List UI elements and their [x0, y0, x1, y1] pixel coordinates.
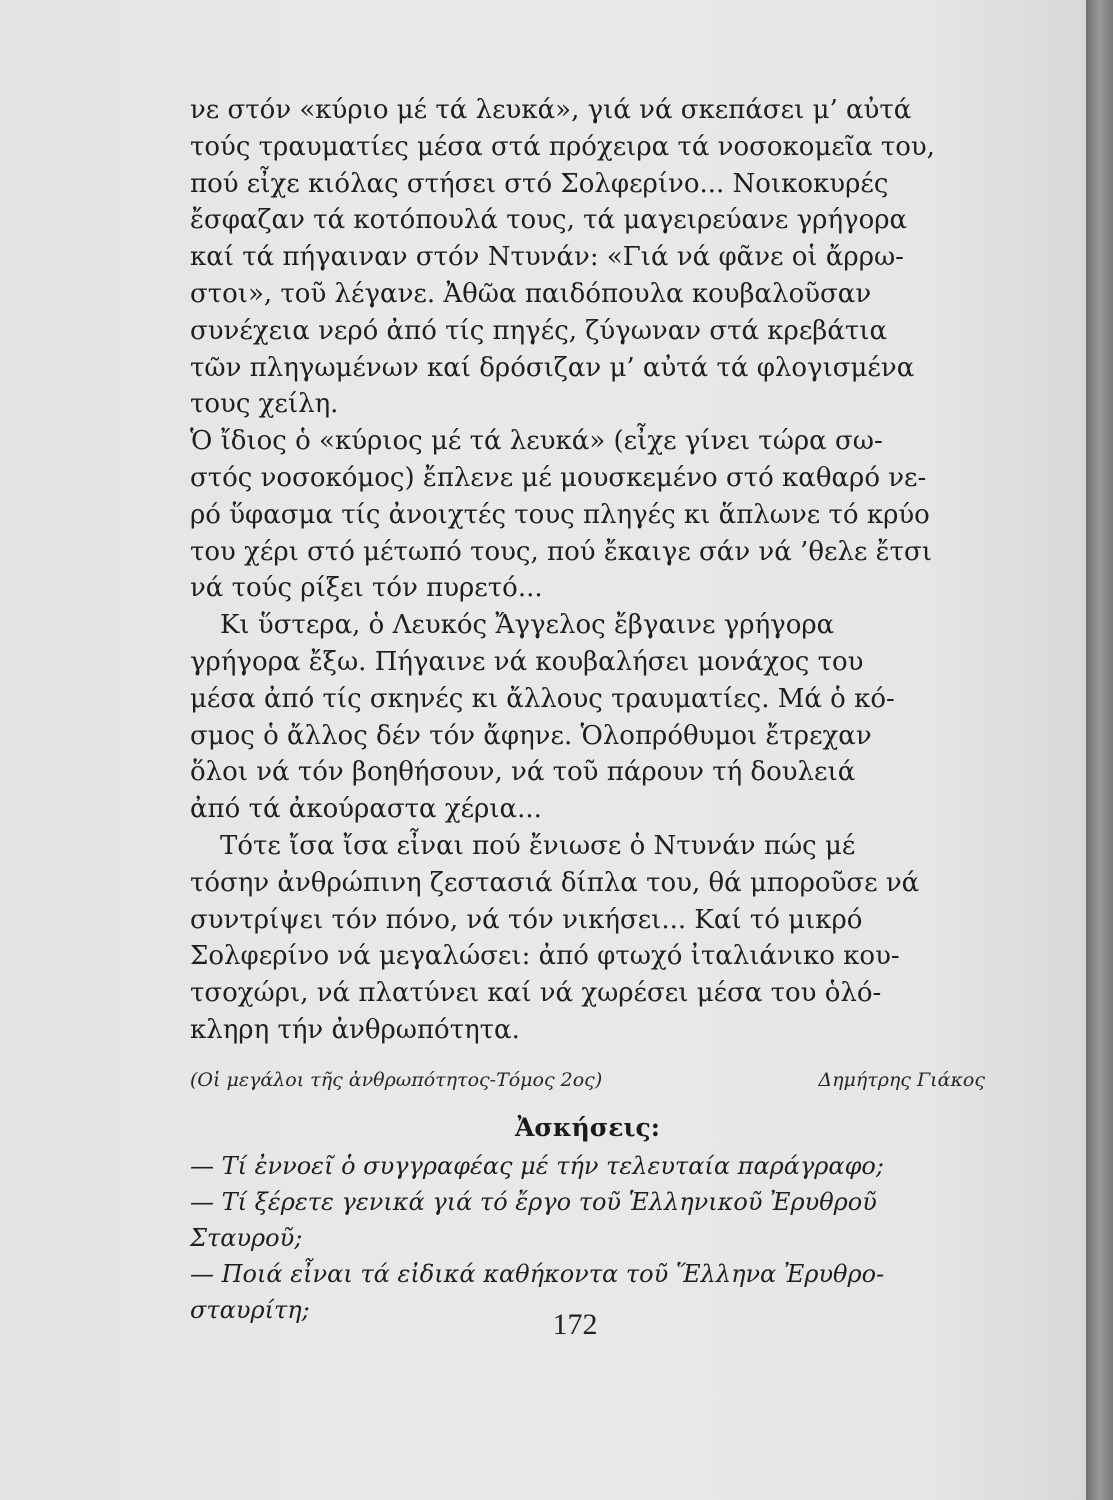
- text-line: συνέχεια νερό ἀπό τίς πηγές, ζύγωναν στά κρεβάτια: [190, 315, 888, 346]
- text-line: του χέρι στό μέτωπό τους, πού ἔκαιγε σάν νά ’θελε ἔτσι: [190, 536, 932, 567]
- book-gutter: [1086, 0, 1113, 1500]
- source-title: (Οἱ μεγάλοι τῆς ἀνθρωπότητος-Τόμος 2ος): [190, 1068, 603, 1091]
- text-line: Κι ὕστερα, ὁ Λευκός Ἄγγελος ἔβγαινε γρήγορα: [220, 610, 835, 641]
- text-line: πού εἶχε κιόλας στήσει στό Σολφερίνο... Νοικοκυρές: [190, 168, 889, 199]
- text-line: Σολφερίνο νά μεγαλώσει: ἀπό φτωχό ἰταλιάνικο κου-: [190, 941, 900, 972]
- exercise-list: [190, 1148, 985, 1328]
- text-line: Ὁ ἴδιος ὁ «κύριος μέ τά λευκά» (εἶχε γίνει τώρα σω-: [190, 426, 883, 457]
- exercise-line: — Τί ξέρετε γενικά γιά τό ἔργο τοῦ Ἑλληνικοῦ Ἐρυθροῦ: [190, 1187, 877, 1216]
- text-line: Τότε ἴσα ἴσα εἶναι πού ἔνιωσε ὁ Ντυνάν πώς μέ: [220, 830, 856, 861]
- author-name: Δημήτρης Γιάκος: [818, 1068, 985, 1091]
- text-line: ὅλοι νά τόν βοηθήσουν, νά τοῦ πάρουν τή δουλειά: [190, 757, 856, 788]
- source-citation: [190, 1069, 985, 1091]
- text-line: ἀπό τά ἀκούραστα χέρια...: [190, 794, 542, 825]
- text-line: σμος ὁ ἄλλος δέν τόν ἄφηνε. Ὁλοπρόθυμοι ἔτρεχαν: [190, 720, 872, 751]
- text-line: καί τά πήγαιναν στόν Ντυνάν: «Γιά νά φᾶνε οἱ ἄρρω-: [190, 242, 904, 273]
- text-line: τους χείλη.: [190, 389, 339, 420]
- page-number: 172: [552, 1308, 598, 1341]
- exercise-item: [190, 1184, 985, 1256]
- exercise-line: — Ποιά εἶναι τά εἰδικά καθήκοντα τοῦ Ἕλληνα Ἐρυθρο-: [190, 1259, 885, 1288]
- text-line: ἔσφαζαν τά κοτόπουλά τους, τά μαγειρεύανε γρήγορα: [190, 205, 908, 236]
- text-line: τόσην ἀνθρώπινη ζεστασιά δίπλα του, θά μποροῦσε νά: [190, 867, 920, 898]
- text-line: μέσα ἀπό τίς σκηνές κι ἄλλους τραυματίες. Μά ὁ κό-: [190, 683, 895, 714]
- text-line: γρήγορα ἔξω. Πήγαινε νά κουβαλήσει μονάχος του: [190, 646, 864, 677]
- text-line: τσοχώρι, νά πλατύνει καί νά χωρέσει μέσα του ὁλό-: [190, 978, 882, 1009]
- exercise-line: Σταυροῦ;: [190, 1223, 303, 1252]
- exercises-heading: Ἀσκήσεις:: [515, 1112, 660, 1142]
- text-line: κληρη τήν ἀνθρωπότητα.: [190, 1014, 520, 1045]
- text-line: τούς τραυματίες μέσα στά πρόχειρα τά νοσοκομεῖα του,: [190, 131, 935, 162]
- text-line: συντρίψει τόν πόνο, νά τόν νικήσει... Καί τό μικρό: [190, 904, 863, 935]
- text-line: τῶν πληγωμένων καί δρόσιζαν μ’ αὐτά τά φλογισμένα: [190, 352, 915, 383]
- text-line: νε στόν «κύριο μέ τά λευκά», γιά νά σκεπάσει μ’ αὐτά: [190, 95, 912, 125]
- text-line: στός νοσοκόμος) ἔπλενε μέ μουσκεμένο στό καθαρό νε-: [190, 462, 927, 493]
- text-line: ρό ὕφασμα τίς ἀνοιχτές τους πληγές κι ἅπλωνε τό κρύο: [190, 499, 930, 530]
- exercise-line: σταυρίτη;: [190, 1295, 310, 1324]
- text-line: στοι», τοῦ λέγανε. Ἀθῶα παιδόπουλα κουβαλοῦσαν: [190, 278, 872, 309]
- paragraph-2: [190, 423, 985, 607]
- exercise-line: — Τί ἐννοεῖ ὁ συγγραφέας μέ τήν τελευταία παράγραφο;: [190, 1151, 884, 1180]
- text-line: νά τούς ρίξει τόν πυρετό...: [190, 573, 543, 604]
- paragraph-4: [190, 828, 985, 1049]
- paragraph-1: [190, 92, 985, 423]
- text-block: [190, 92, 985, 1328]
- paragraph-3: [190, 607, 985, 828]
- exercise-item: [190, 1148, 985, 1184]
